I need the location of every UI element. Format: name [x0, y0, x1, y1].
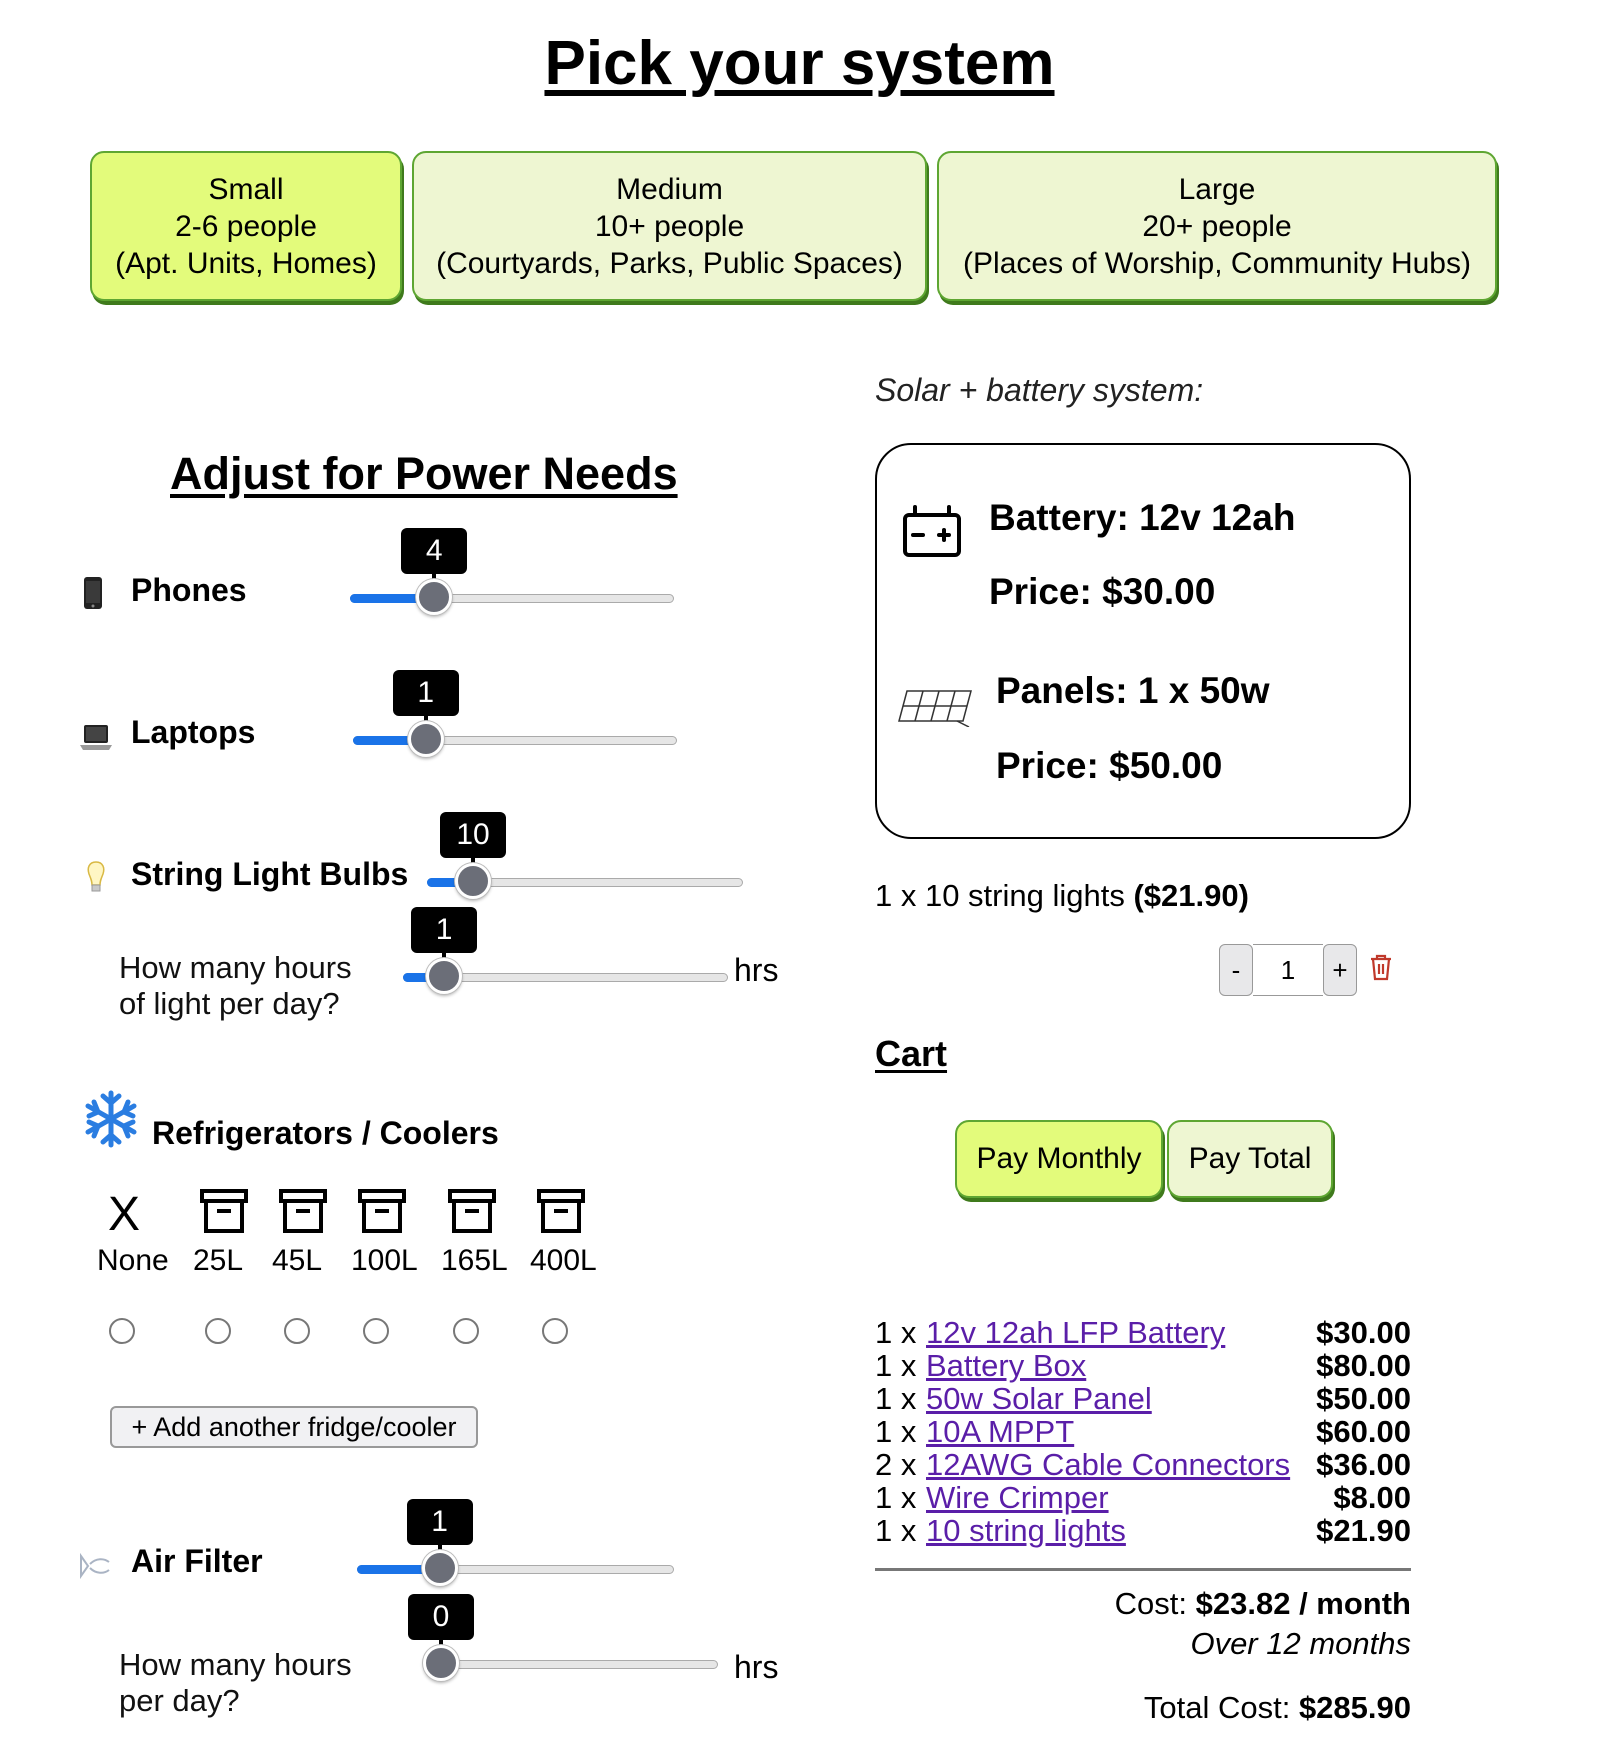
fridge-radio-45l[interactable] — [284, 1318, 310, 1344]
light-hours-slider[interactable] — [403, 964, 728, 992]
cart-item — [875, 1316, 1411, 1349]
cart-item — [875, 1481, 1411, 1514]
battery-spec: Battery: 12v 12ah — [989, 497, 1296, 538]
panels-spec: Panels: 1 x 50w — [996, 670, 1270, 711]
cart-item-qty: 2 x — [875, 1447, 917, 1482]
cart-item — [875, 1448, 1411, 1481]
size-tab-name: Small — [208, 172, 284, 206]
system-label: Solar + battery system: — [875, 372, 1204, 408]
fan-icon — [78, 1552, 112, 1585]
quantity-input[interactable]: 1 — [1253, 944, 1323, 996]
size-tab-name: Large — [1178, 172, 1256, 206]
fridge-option-label: 400L — [530, 1244, 597, 1277]
panels-price: Price: $50.00 — [996, 745, 1223, 786]
filter-hours-slider[interactable] — [423, 1651, 718, 1679]
total-label: Total Cost: — [1143, 1690, 1299, 1725]
battery-icon — [901, 503, 963, 564]
slider-track — [423, 1660, 718, 1669]
laptops-label: Laptops — [131, 714, 256, 750]
cost-value: $23.82 / month — [1195, 1586, 1411, 1621]
slider-thumb[interactable] — [408, 721, 444, 757]
cart-item-price: $50.00 — [1316, 1381, 1411, 1416]
lights-summary — [875, 878, 1249, 914]
cart-item-price: $80.00 — [1316, 1348, 1411, 1383]
cart-item — [875, 1349, 1411, 1382]
fridge-radio-400l[interactable] — [542, 1318, 568, 1344]
cart-item-link[interactable]: 10 string lights — [926, 1513, 1126, 1548]
cart-item — [875, 1382, 1411, 1415]
total-cost — [1144, 1690, 1411, 1726]
mobile-phone-icon — [82, 576, 104, 618]
laptops-slider[interactable] — [353, 727, 677, 755]
cooler-icon — [199, 1188, 249, 1240]
cart-item-price: $60.00 — [1316, 1414, 1411, 1449]
fridge-radio-165l[interactable] — [453, 1318, 479, 1344]
cooler-icon — [278, 1188, 328, 1240]
total-value: $285.90 — [1298, 1690, 1411, 1725]
quantity-increase-button[interactable]: + — [1323, 944, 1357, 996]
air-filter-value-bubble: 1 — [407, 1499, 473, 1545]
filter-hours-label-line2: per day? — [119, 1683, 240, 1718]
cost-term: Over 12 months — [1190, 1626, 1411, 1661]
phones-label: Phones — [131, 572, 247, 608]
fridge-radio-100l[interactable] — [363, 1318, 389, 1344]
slider-thumb[interactable] — [423, 1645, 459, 1681]
cooler-icon — [357, 1188, 407, 1240]
string-lights-value-bubble: 10 — [440, 812, 506, 858]
fridge-option-label: 25L — [193, 1244, 244, 1277]
cart-item-qty: 1 x — [875, 1348, 917, 1383]
laptop-icon — [79, 722, 113, 760]
page-title: Pick your system — [544, 29, 1055, 98]
cart-item — [875, 1514, 1411, 1547]
fridges-label: Refrigerators / Coolers — [152, 1115, 499, 1151]
light-bulb-icon — [85, 860, 107, 902]
filter-hours-label — [119, 1647, 352, 1719]
cooler-icon — [447, 1188, 497, 1240]
light-hours-label-line2: of light per day? — [119, 986, 340, 1021]
slider-thumb[interactable] — [416, 579, 452, 615]
cart-item-link[interactable]: 12v 12ah LFP Battery — [926, 1315, 1226, 1350]
fridge-option-label: None — [97, 1244, 169, 1277]
size-tab-name: Medium — [616, 172, 723, 206]
cart-heading: Cart — [875, 1033, 948, 1074]
air-filter-slider[interactable] — [357, 1556, 674, 1584]
size-tab-medium[interactable] — [412, 151, 927, 301]
cart-item-qty: 1 x — [875, 1513, 917, 1548]
lights-summary-price: ($21.90) — [1133, 878, 1249, 913]
light-hours-label — [119, 950, 352, 1022]
size-tab-desc: (Places of Worship, Community Hubs) — [963, 246, 1471, 280]
size-tab-people: 2-6 people — [175, 209, 317, 243]
filter-hours-label-line1: How many hours — [119, 1647, 352, 1682]
laptops-value-bubble: 1 — [393, 670, 459, 716]
size-tab-small[interactable] — [90, 151, 402, 301]
cart-item-qty: 1 x — [875, 1480, 917, 1515]
size-tab-large[interactable] — [937, 151, 1497, 301]
cart-item-link[interactable]: 50w Solar Panel — [926, 1381, 1152, 1416]
string-lights-slider[interactable] — [427, 869, 743, 897]
light-hours-unit: hrs — [734, 952, 779, 988]
system-card — [875, 443, 1411, 839]
cart-item-price: $36.00 — [1316, 1447, 1411, 1482]
phones-value-bubble: 4 — [401, 528, 467, 574]
lights-summary-text: 1 x 10 string lights — [875, 878, 1134, 913]
fridge-option-label: 165L — [441, 1244, 508, 1277]
cart-item-link[interactable]: 12AWG Cable Connectors — [926, 1447, 1291, 1482]
cart-item-price: $30.00 — [1316, 1315, 1411, 1350]
size-tab-people: 10+ people — [594, 209, 745, 243]
cart-item-qty: 1 x — [875, 1381, 917, 1416]
phones-slider[interactable] — [350, 585, 674, 613]
slider-thumb[interactable] — [426, 958, 462, 994]
fridge-radio-none[interactable] — [109, 1318, 135, 1344]
string-lights-label: String Light Bulbs — [131, 856, 409, 892]
slider-thumb[interactable] — [455, 863, 491, 899]
quantity-decrease-button[interactable]: - — [1219, 944, 1253, 996]
solar-panel-icon — [897, 685, 977, 732]
cart-item-link[interactable]: Battery Box — [926, 1348, 1087, 1383]
cart-item-qty: 1 x — [875, 1414, 917, 1449]
size-tab-desc: (Apt. Units, Homes) — [115, 246, 377, 280]
pay-monthly-button[interactable]: Pay Monthly — [955, 1120, 1163, 1198]
cart-item-link[interactable]: Wire Crimper — [926, 1480, 1109, 1515]
slider-thumb[interactable] — [422, 1550, 458, 1586]
cart-item — [875, 1415, 1411, 1448]
x-icon: X — [108, 1188, 141, 1241]
add-fridge-button[interactable]: + Add another fridge/cooler — [110, 1406, 478, 1448]
air-filter-label: Air Filter — [131, 1543, 263, 1579]
fridge-option-label: 45L — [272, 1244, 323, 1277]
light-hours-value-bubble: 1 — [411, 907, 477, 953]
filter-hours-value-bubble: 0 — [408, 1594, 474, 1640]
cart-item-link[interactable]: 10A MPPT — [926, 1414, 1075, 1449]
fridge-radio-25l[interactable] — [205, 1318, 231, 1344]
snowflake-icon — [84, 1090, 138, 1153]
adjust-title: Adjust for Power Needs — [170, 448, 678, 499]
cart-item-price: $8.00 — [1333, 1480, 1411, 1515]
battery-price: Price: $30.00 — [989, 571, 1216, 612]
cooler-icon — [536, 1188, 586, 1240]
cart-item-price: $21.90 — [1316, 1513, 1411, 1548]
size-tab-people: 20+ people — [1142, 209, 1292, 243]
fridge-option-label: 100L — [351, 1244, 418, 1277]
filter-hours-unit: hrs — [734, 1649, 779, 1685]
cost-label: Cost: — [1114, 1586, 1196, 1621]
pay-total-button[interactable]: Pay Total — [1167, 1120, 1333, 1198]
cart-divider — [875, 1568, 1411, 1571]
light-hours-label-line1: How many hours — [119, 950, 352, 985]
cart-item-qty: 1 x — [875, 1315, 917, 1350]
monthly-cost — [1115, 1586, 1411, 1622]
trash-icon[interactable] — [1369, 953, 1393, 986]
size-tab-desc: (Courtyards, Parks, Public Spaces) — [436, 246, 903, 280]
